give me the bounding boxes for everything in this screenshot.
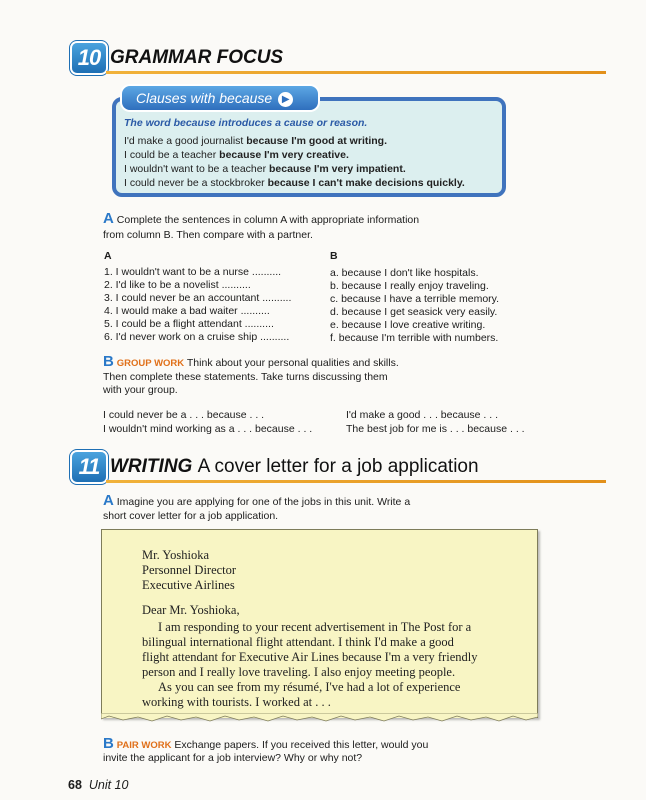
writing-b-instruction: B PAIR WORK Exchange papers. If you received this letter, would you (103, 735, 429, 752)
grammar-intro: The word because introduces a cause or reason. (124, 117, 368, 129)
section-title-writing: WRITING A cover letter for a job application (110, 456, 479, 477)
page-footer (68, 778, 128, 792)
column-b-header: B (330, 250, 338, 262)
listen-icon[interactable]: ▶ (278, 92, 293, 107)
letter-address-1: Mr. Yoshioka (142, 548, 210, 562)
section-title-grammar-focus: GRAMMAR FOCUS (110, 47, 284, 68)
writing-a-instruction: A Imagine you are applying for one of the jobs in this unit. Write a (103, 492, 411, 509)
grammar-example-4: I could never be a stockbroker because I can't make decisions quickly. (124, 177, 465, 189)
letter-body-5: As you can see from my résumé, I've had a lot of experience (158, 680, 461, 694)
grammar-box-tab (122, 86, 318, 110)
grammar-example-3: I wouldn't want to be a teacher because I'm very impatient. (124, 163, 406, 175)
grammar-example-1: I'd make a good journalist because I'm good at writing. (124, 135, 388, 147)
column-b-item-f: f. because I'm terrible with numbers. (330, 332, 499, 344)
column-b-item-a: a. because I don't like hospitals. (330, 267, 479, 279)
column-b-item-c: c. because I have a terrible memory. (330, 293, 500, 305)
letter-body-2: bilingual international flight attendant. I think I'd make a good (142, 635, 454, 649)
letter-body-1: I am responding to your recent advertisement in The Post for a (158, 620, 472, 634)
exercise-a-instruction: A Complete the sentences in column A with appropriate information (103, 210, 420, 227)
column-b-item-e: e. because I love creative writing. (330, 319, 486, 331)
letter-salutation: Dear Mr. Yoshioka, (142, 603, 240, 617)
letter-address-3: Executive Airlines (142, 578, 235, 592)
page-number: 68 (68, 778, 82, 792)
unit-label: Unit 10 (88, 778, 129, 792)
column-a-item-3: 3. I could never be an accountant .......... (104, 292, 292, 304)
exercise-b-instruction: B GROUP WORK Think about your personal qualities and skills. (103, 353, 399, 370)
prompt-left-1: I could never be a . . . because . . . (103, 409, 265, 421)
column-a-item-1: 1. I wouldn't want to be a nurse .......... (104, 266, 282, 278)
column-a-item-6: 6. I'd never work on a cruise ship .......... (104, 331, 290, 343)
letter-body-6: working with tourists. I worked at . . . (142, 695, 331, 709)
prompt-left-2: I wouldn't mind working as a . . . because . . . (103, 423, 313, 435)
grammar-example-2: I could be a teacher because I'm very creative. (124, 149, 349, 161)
column-a-item-2: 2. I'd like to be a novelist .......... (104, 279, 251, 291)
letter-address-2: Personnel Director (142, 563, 237, 577)
column-a-header: A (104, 250, 112, 262)
prompt-right-1: I'd make a good . . . because . . . (346, 409, 499, 421)
exercise-b-instruction-3: with your group. (103, 384, 178, 396)
writing-b-instruction-2: invite the applicant for a job interview? Why or why not? (103, 752, 363, 764)
prompt-right-2: The best job for me is . . . because . . . (346, 423, 525, 435)
torn-edge (101, 713, 538, 723)
column-a-item-4: 4. I would make a bad waiter .......... (104, 305, 270, 317)
section-rule (106, 71, 606, 74)
exercise-b-instruction-2: Then complete these statements. Take turns discussing them (103, 371, 388, 383)
exercise-a-instruction-2: from column B. Then compare with a partner. (103, 229, 313, 241)
letter-body-3: flight attendant for Executive Air Lines because I'm a very friendly (142, 650, 478, 664)
column-b-item-b: b. because I really enjoy traveling. (330, 280, 489, 292)
section-number-11: 11 (72, 452, 106, 482)
writing-a-instruction-2: short cover letter for a job application. (103, 510, 279, 522)
column-b-item-d: d. because I get seasick very easily. (330, 306, 498, 318)
section-number-10: 10 (72, 43, 106, 73)
letter-body-4: person and I really love traveling. I also enjoy meeting people. (142, 665, 456, 679)
section-rule-2 (106, 480, 606, 483)
grammar-box-title: Clauses with because (136, 90, 273, 106)
column-a-item-5: 5. I could be a flight attendant .......... (104, 318, 274, 330)
